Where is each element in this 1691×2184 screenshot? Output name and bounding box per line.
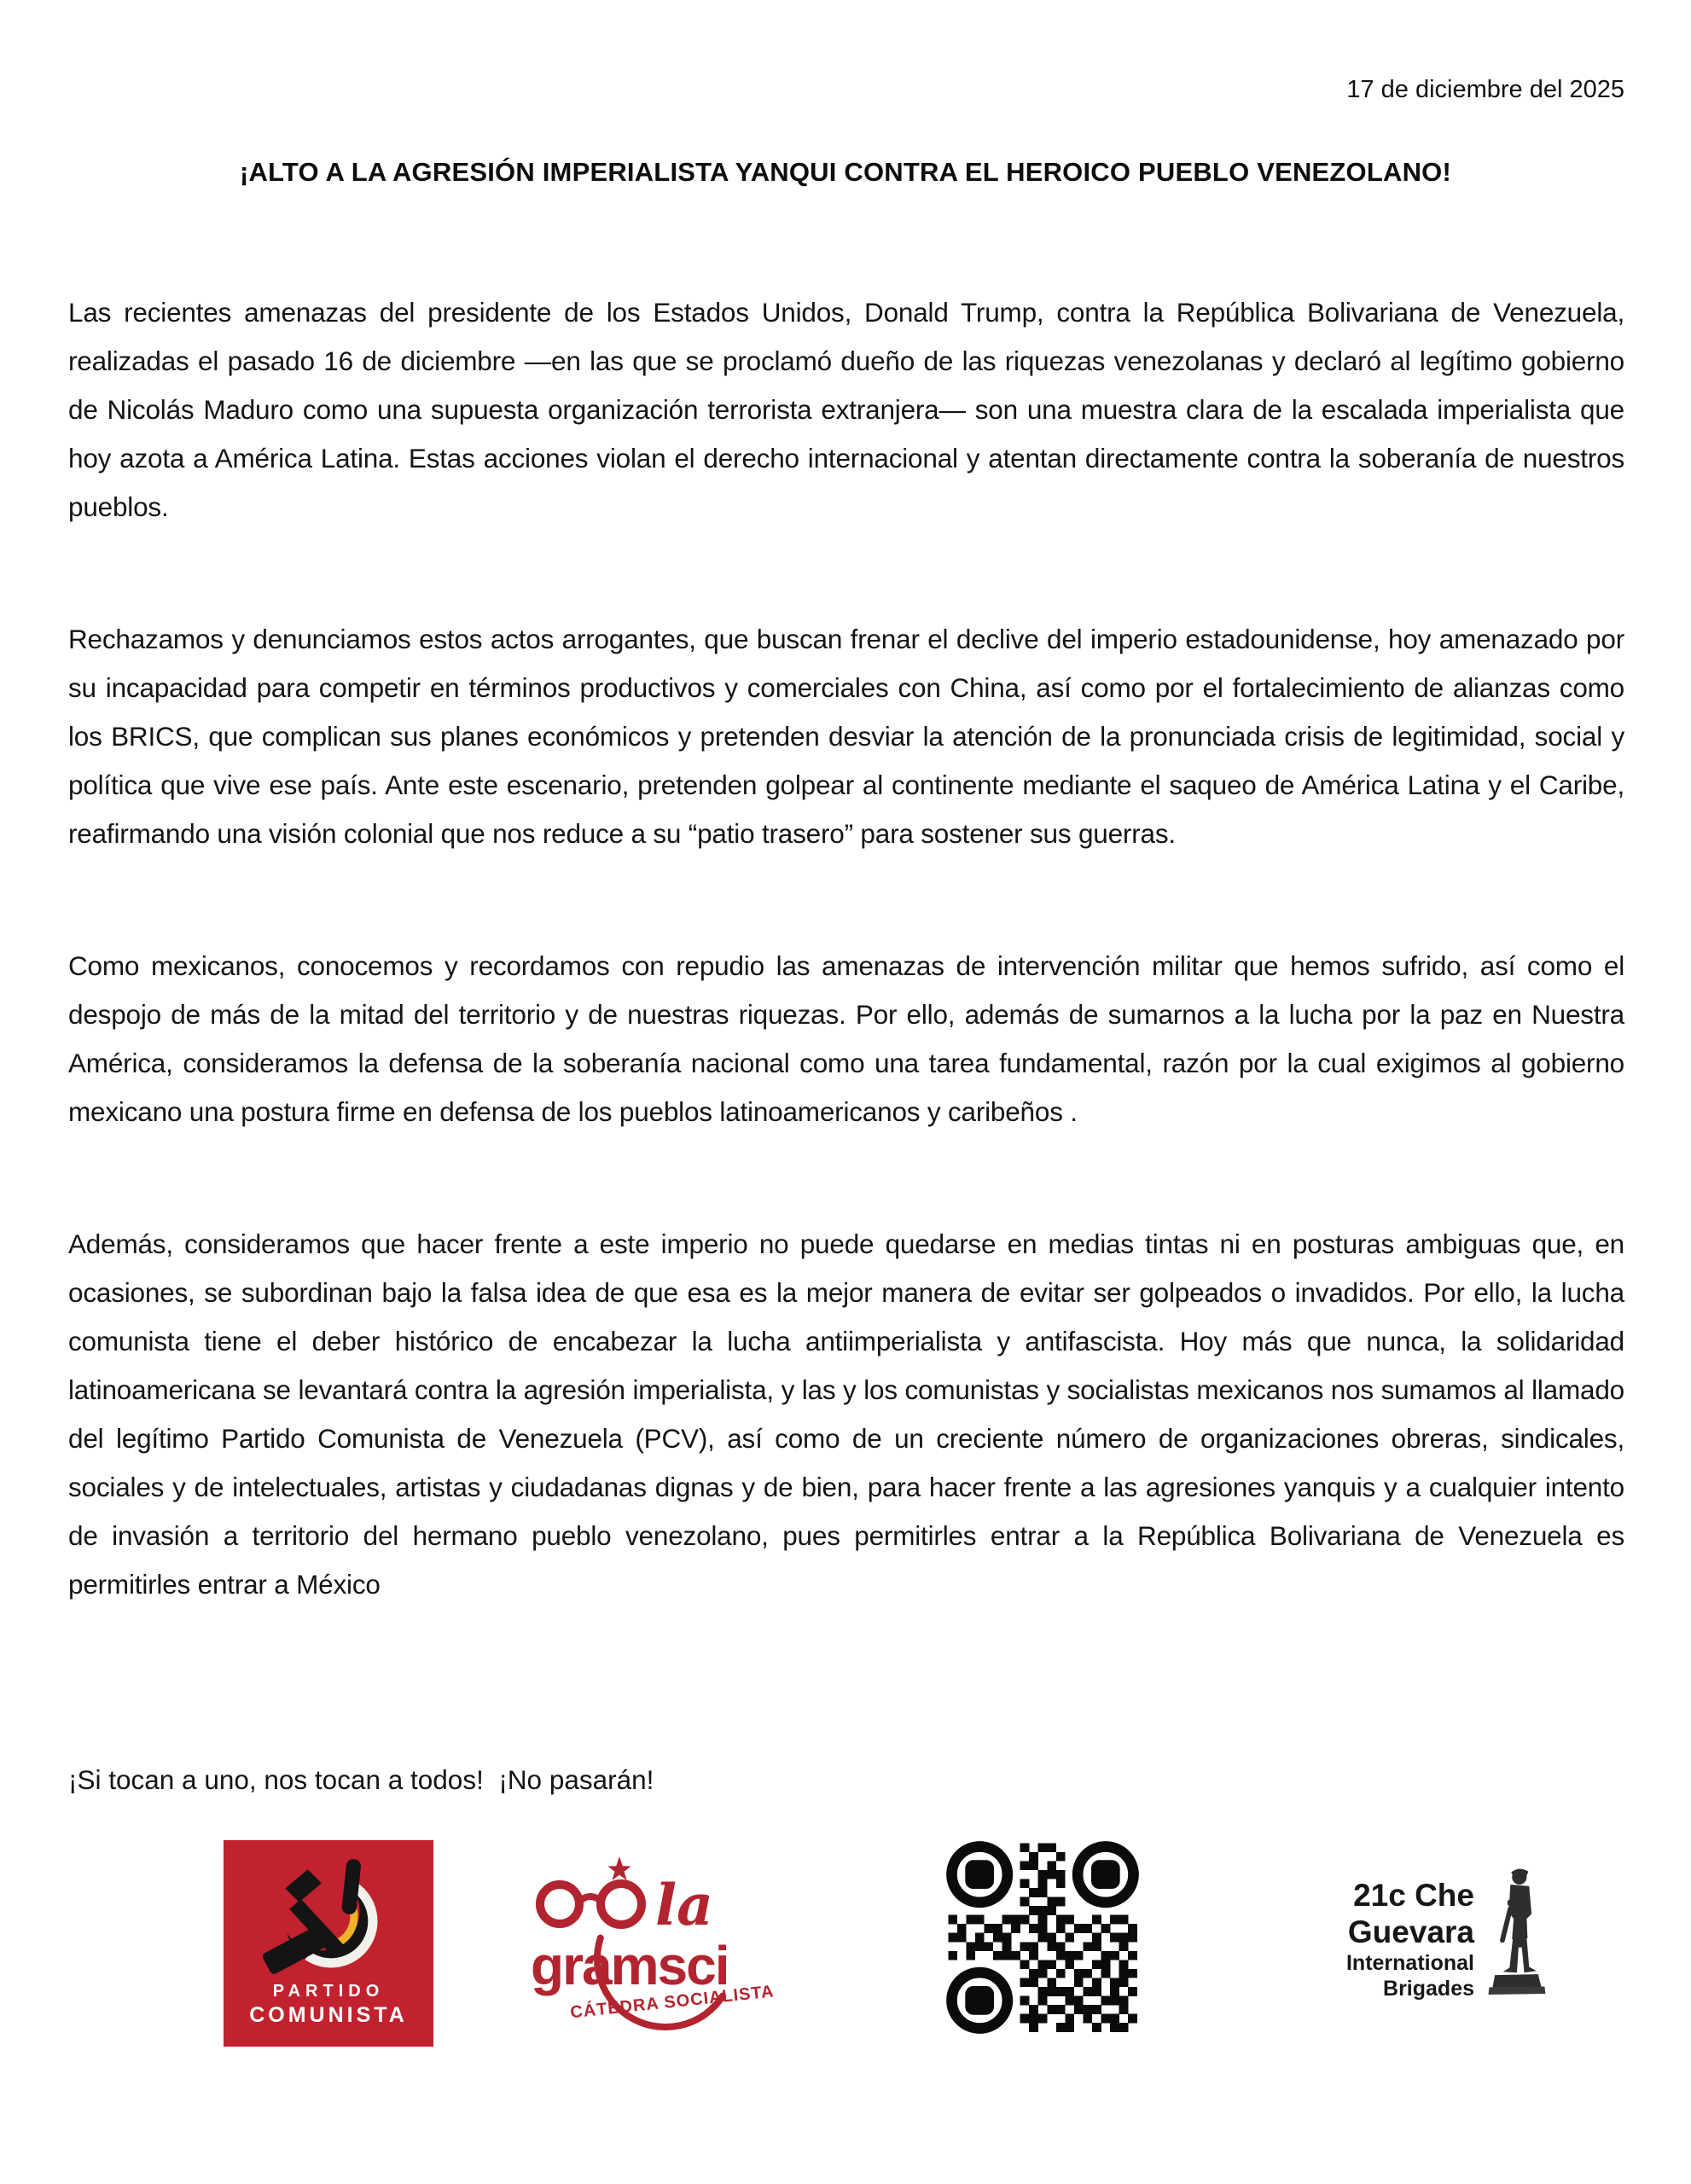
che-label-line4: Brigades — [1383, 1977, 1474, 2001]
gramsci-logo — [519, 1850, 775, 2046]
che-label-line3: International — [1345, 1951, 1474, 1975]
slogan-line: ¡Si tocan a uno, nos tocan a todos! ¡No pasarán! — [68, 1764, 654, 1795]
document-date: 17 de diciembre del 2025 — [1346, 76, 1624, 103]
qr-code — [944, 1838, 1142, 2036]
star-icon — [607, 1856, 630, 1880]
glasses-icon — [540, 1884, 642, 1925]
partido-comunista-logo — [224, 1840, 433, 2047]
che-label-line2: Guevara — [1347, 1914, 1474, 1949]
partido-comunista-label-line2: COMUNISTA — [249, 2003, 408, 2027]
logo-strip — [0, 1834, 1691, 2090]
che-label-line1: 21c Che — [1353, 1878, 1474, 1913]
partido-comunista-label-line1: PARTIDO — [272, 1982, 385, 2001]
paragraph: Las recientes amenazas del presidente de los Estados Unidos, Donald Trump, contra la República Bolivariana de Venezuela, realizadas el pasado 16 de diciembre —en las que se proclamó dueño de las riquezas venezolanas y declaró al legítimo gobierno de Nicolás Maduro como una supuesta organización terrorista extranjera— son una muestra clara de la escalada imperialista que hoy azota a América Latina. Estas acciones violan el derecho internacional y atentan directamente contra la soberanía de nuestros pueblos. — [68, 297, 1624, 522]
che-statue-icon — [1479, 1853, 1553, 2008]
che-brigades-logo — [1304, 1853, 1560, 2032]
paragraph: Además, consideramos que hacer frente a este imperio no puede quedarse en medias tintas ni en posturas ambiguas que, en ocasiones, se subordinan bajo la falsa idea de que esa es la mejor manera de evitar ser golpeados o invadidos. Por ello, la lucha comunista tiene el deber histórico de encabezar la lucha antiimperialista y antifascista. Hoy más que nunca, la solidaridad latinoamericana se levantará contra la agresión imperialista, y las y los comunistas y socialistas mexicanos nos sumamos al llamado del legítimo Partido Comunista de Venezuela (PCV), así como de un creciente número de organizaciones obreras, sindicales, sociales y de intelectuales, artistas y ciudadanas dignas y de bien, para hacer frente a las agresiones yanquis y a cualquier intento de invasión a territorio del hermano pueblo venezolano, pues permitirles entrar a la República Bolivariana de Venezuela es permitirles entrar a México — [68, 1228, 1624, 1600]
gramsci-subtitle: CÁTEDRA SOCIALISTA — [569, 1982, 775, 2023]
document-body — [68, 288, 1624, 1693]
gramsci-wordmark: gramsci — [531, 1935, 729, 1996]
paragraph: Como mexicanos, conocemos y recordamos con repudio las amenazas de intervención militar que hemos sufrido, así como el despojo de más de la mitad del territorio y de nuestras riquezas. Por ello, además de sumarnos a la lucha por la paz en Nuestra América, consideramos la defensa de la soberanía nacional como una tarea fundamental, razón por la cual exigimos al gobierno mexicano una postura firme en defensa de los pueblos latinoamericanos y caribeños . — [68, 950, 1624, 1127]
hammer-sickle-icon — [259, 1856, 398, 1985]
gramsci-prefix: la — [655, 1872, 713, 1938]
page-title: ¡ALTO A LA AGRESIÓN IMPERIALISTA YANQUI CONTRA EL HEROICO PUEBLO VENEZOLANO! — [239, 157, 1452, 187]
paragraph: Rechazamos y denunciamos estos actos arrogantes, que buscan frenar el declive del imperio estadounidense, hoy amenazado por su incapacidad para competir en términos productivos y comerciales con China, así como por el fortalecimiento de alianzas como los BRICS, que complican sus planes económicos y pretenden desviar la atención de la pronunciada crisis de legitimidad, social y política que vive ese país. Ante este escenario, pretenden golpear al continente mediante el saqueo de América Latina y el Caribe, reafirmando una visión colonial que nos reduce a su “patio trasero” para sostener sus guerras. — [68, 624, 1624, 849]
